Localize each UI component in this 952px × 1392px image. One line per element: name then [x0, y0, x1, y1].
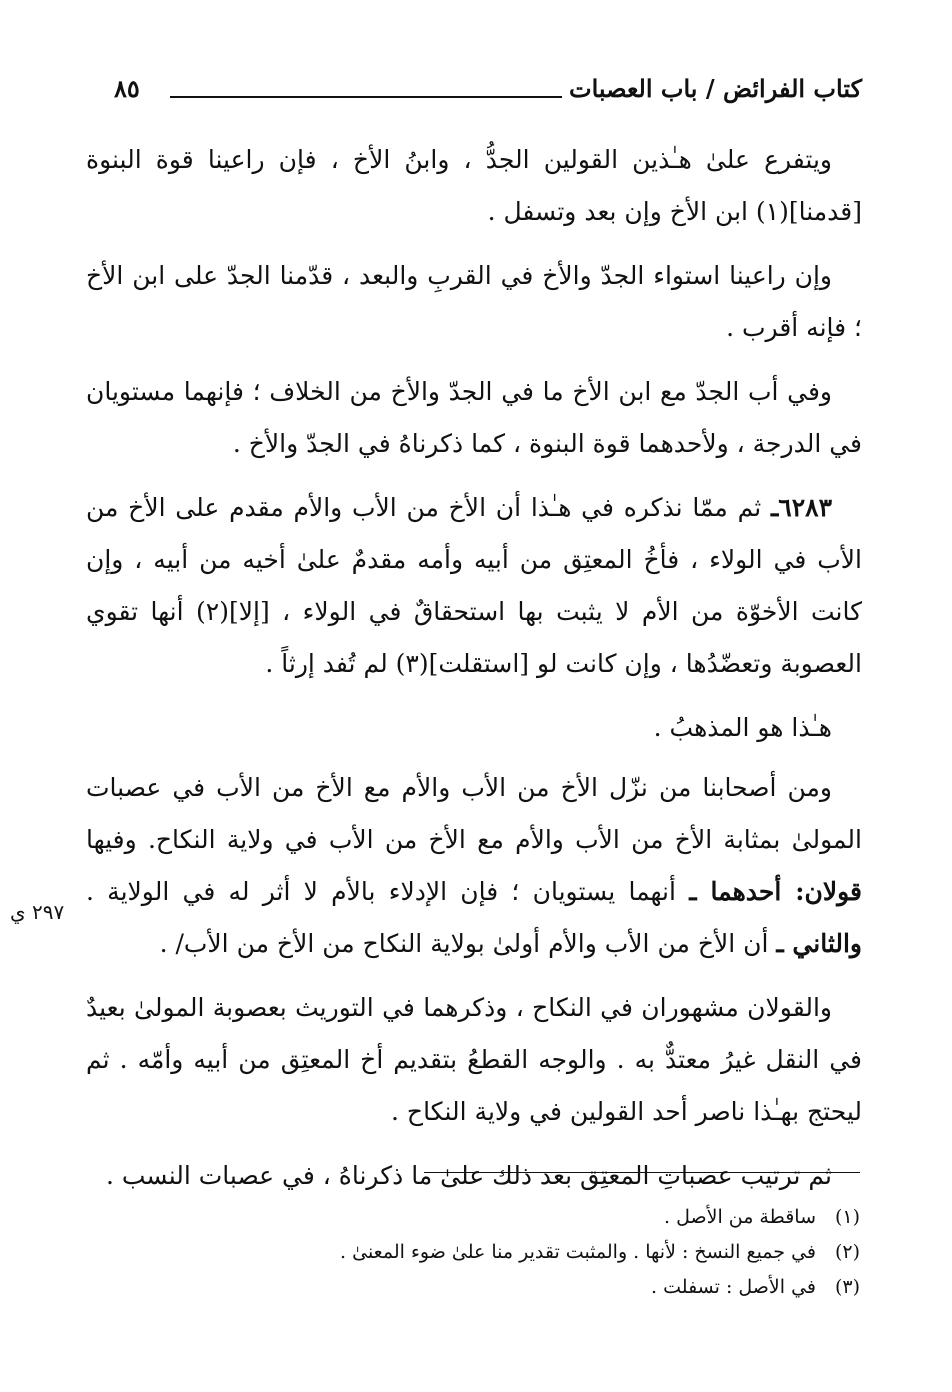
- paragraph-4: [86, 482, 862, 690]
- footnote-item: [140, 1200, 860, 1235]
- paragraph-2: وإن راعينا استواء الجدّ والأخ في القربِ والبعد ، قدّمنا الجدّ على ابن الأخ ؛ فإنه أقرب .: [86, 261, 862, 342]
- paragraph-6: [86, 762, 862, 970]
- header-rule: [170, 96, 562, 98]
- footnote-number: (٣): [834, 1276, 860, 1298]
- paragraph-4-text: ثم ممّا نذكره في هـٰذا أن الأخ من الأب والأم مقدم على الأخ من الأب في الولاء ، فأخُ المعتِق من أبيه وأمه مقدمٌ علىٰ أخيه من أبيه ، وإن كانت الأخوّة من الأم لا يثبت بها استحقاقٌ في الولاء ، [إلا](٢) أنها تقوي العصوبة وتعضّدُها ، وإن كانت لو [استقلت](٣) لم تُفد إرثاً .: [86, 493, 863, 678]
- paragraph-6-bold-a: قولان: أحدهما ـ: [689, 877, 862, 906]
- paragraph-8: ثم ترتيب عصباتِ المعتِق بعد ذلك علىٰ ما ذكرناهُ ، في عصبات النسب .: [105, 1161, 832, 1190]
- paragraph-6-part-b: أنهما يستويان ؛ فإن الإدلاء بالأم لا أثر له في الولاية .: [86, 877, 676, 906]
- running-header: [100, 74, 862, 120]
- paragraph-3: وفي أب الجدّ مع ابن الأخ ما في الجدّ والأخ من الخلاف ؛ فإنهما مستويان في الدرجة ، ولأحدهما قوة البنوة ، كما ذكرناهُ في الجدّ والأخ .: [86, 377, 862, 458]
- paragraph-6-part-a: ومن أصحابنا من نزّل الأخ من الأب والأم مع الأخ من الأب في عصبات المولىٰ بمثابة الأخ من الأب والأم مع الأخ من الأب في ولاية النكاح. وفيها: [86, 773, 862, 854]
- footnote-item: [140, 1270, 860, 1305]
- header-title: كتاب الفرائض / باب العصبات: [569, 74, 862, 103]
- paragraph-6-bold-b: والثاني ـ: [776, 929, 862, 958]
- page-number: ٨٥: [114, 74, 140, 103]
- paragraph-5: هـٰذا هو المذهبُ .: [653, 713, 832, 742]
- footnote-number: (١): [834, 1206, 860, 1228]
- section-number: ٦٢٨٣ـ: [770, 493, 832, 522]
- paragraph-6-part-c: أن الأخ من الأب والأم أولىٰ بولاية النكاح من الأخ من الأب/ .: [159, 929, 769, 958]
- footnote-text: في الأصل : تسفلت .: [651, 1276, 816, 1298]
- paragraph-7: والقولان مشهوران في النكاح ، وذكرهما في التوريث بعصوبة المولىٰ بعيدٌ في النقل غيرُ معتدٌّ به . والوجه القطعُ بتقديم أخ المعتِق من أبيه وأمّه . ثم ليحتج بهـٰذا ناصر أحد القولين في ولاية النكاح .: [86, 993, 862, 1126]
- footnote-item: [140, 1235, 860, 1270]
- footnote-text: ساقطة من الأصل .: [664, 1206, 816, 1228]
- main-text: [86, 134, 862, 1214]
- footnote-text: في جميع النسخ : لأنها . والمثبت تقدير منا علىٰ ضوء المعنىٰ .: [340, 1241, 816, 1263]
- paragraph-1: ويتفرع علىٰ هـٰذين القولين الجدُّ ، وابنُ الأخ ، فإن راعينا قوة البنوة [قدمنا](١) ابن الأخ وإن بعد وتسفل .: [86, 145, 862, 226]
- footnote-rule: [424, 1172, 860, 1173]
- manuscript-folio-note: ٢٩٧ ي: [10, 900, 65, 924]
- footnote-number: (٢): [834, 1241, 860, 1263]
- footnotes: [140, 1200, 860, 1305]
